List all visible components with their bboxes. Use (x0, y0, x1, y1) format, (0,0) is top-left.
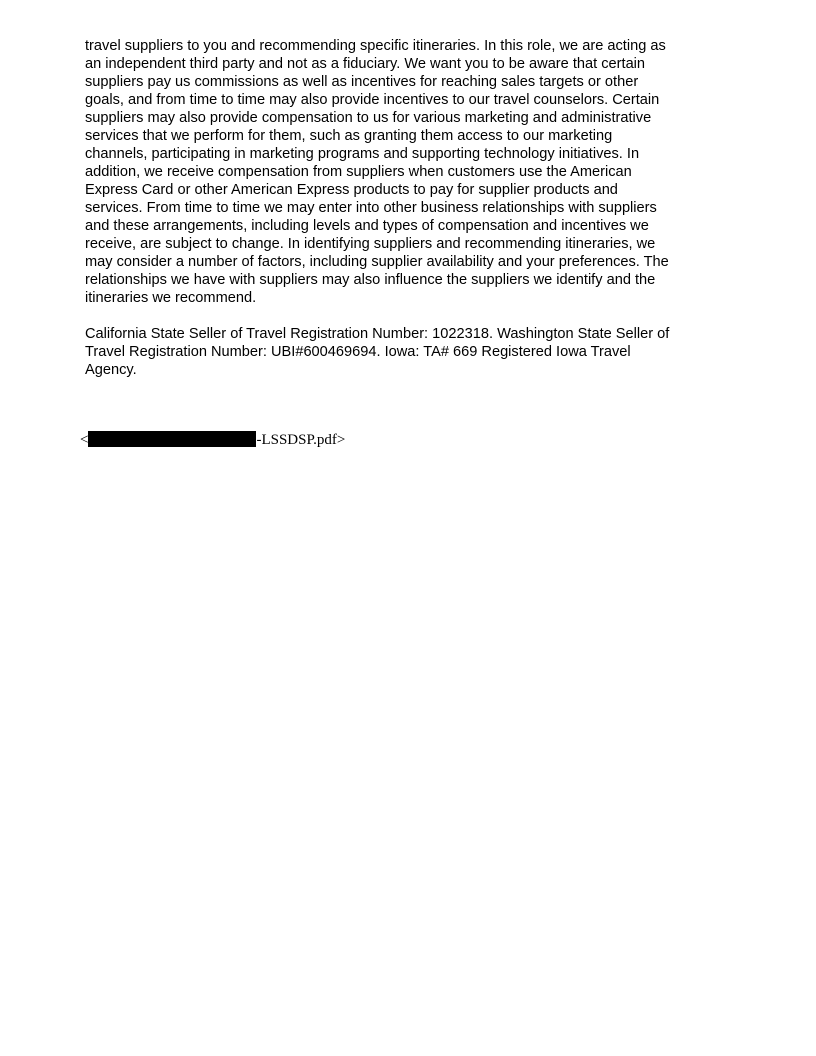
attachment-prefix: < (80, 432, 89, 448)
redaction-block (88, 431, 256, 447)
text-line: suppliers pay us commissions as well as incentives for reaching sales targets or other (85, 74, 639, 90)
attachment-filename (80, 431, 345, 449)
text-line: suppliers may also provide compensation to us for various marketing and administrative (85, 110, 652, 126)
text-line: and these arrangements, including levels and types of compensation and incentives we (85, 218, 649, 234)
supplier-relationships-paragraph (85, 37, 735, 307)
text-line: goals, and from time to time may also provide incentives to our travel counselors. Certain (85, 92, 660, 108)
registration-numbers-paragraph (85, 325, 735, 379)
text-line: relationships we have with suppliers may also influence the suppliers we identify and the (85, 272, 656, 288)
text-line: may consider a number of factors, including supplier availability and your preferences. The (85, 254, 669, 270)
text-line: receive, are subject to change. In identifying suppliers and recommending itineraries, we (85, 236, 656, 252)
text-line: California State Seller of Travel Registration Number: 1022318. Washington State Seller of (85, 326, 670, 342)
text-line: itineraries we recommend. (85, 290, 257, 306)
text-line: services that we perform for them, such as granting them access to our marketing (85, 128, 613, 144)
text-line: addition, we receive compensation from suppliers when customers use the American (85, 164, 632, 180)
text-line: channels, participating in marketing programs and supporting technology initiatives. In (85, 146, 640, 162)
text-line: services. From time to time we may enter into other business relationships with suppliers (85, 200, 657, 216)
text-line: travel suppliers to you and recommending specific itineraries. In this role, we are acting as (85, 38, 666, 54)
attachment-suffix: -LSSDSP.pdf> (256, 432, 346, 448)
text-line: Agency. (85, 362, 137, 378)
text-line: an independent third party and not as a fiduciary. We want you to be aware that certain (85, 56, 646, 72)
text-line: Express Card or other American Express products to pay for supplier products and (85, 182, 618, 198)
text-line: Travel Registration Number: UBI#600469694. Iowa: TA# 669 Registered Iowa Travel (85, 344, 631, 360)
